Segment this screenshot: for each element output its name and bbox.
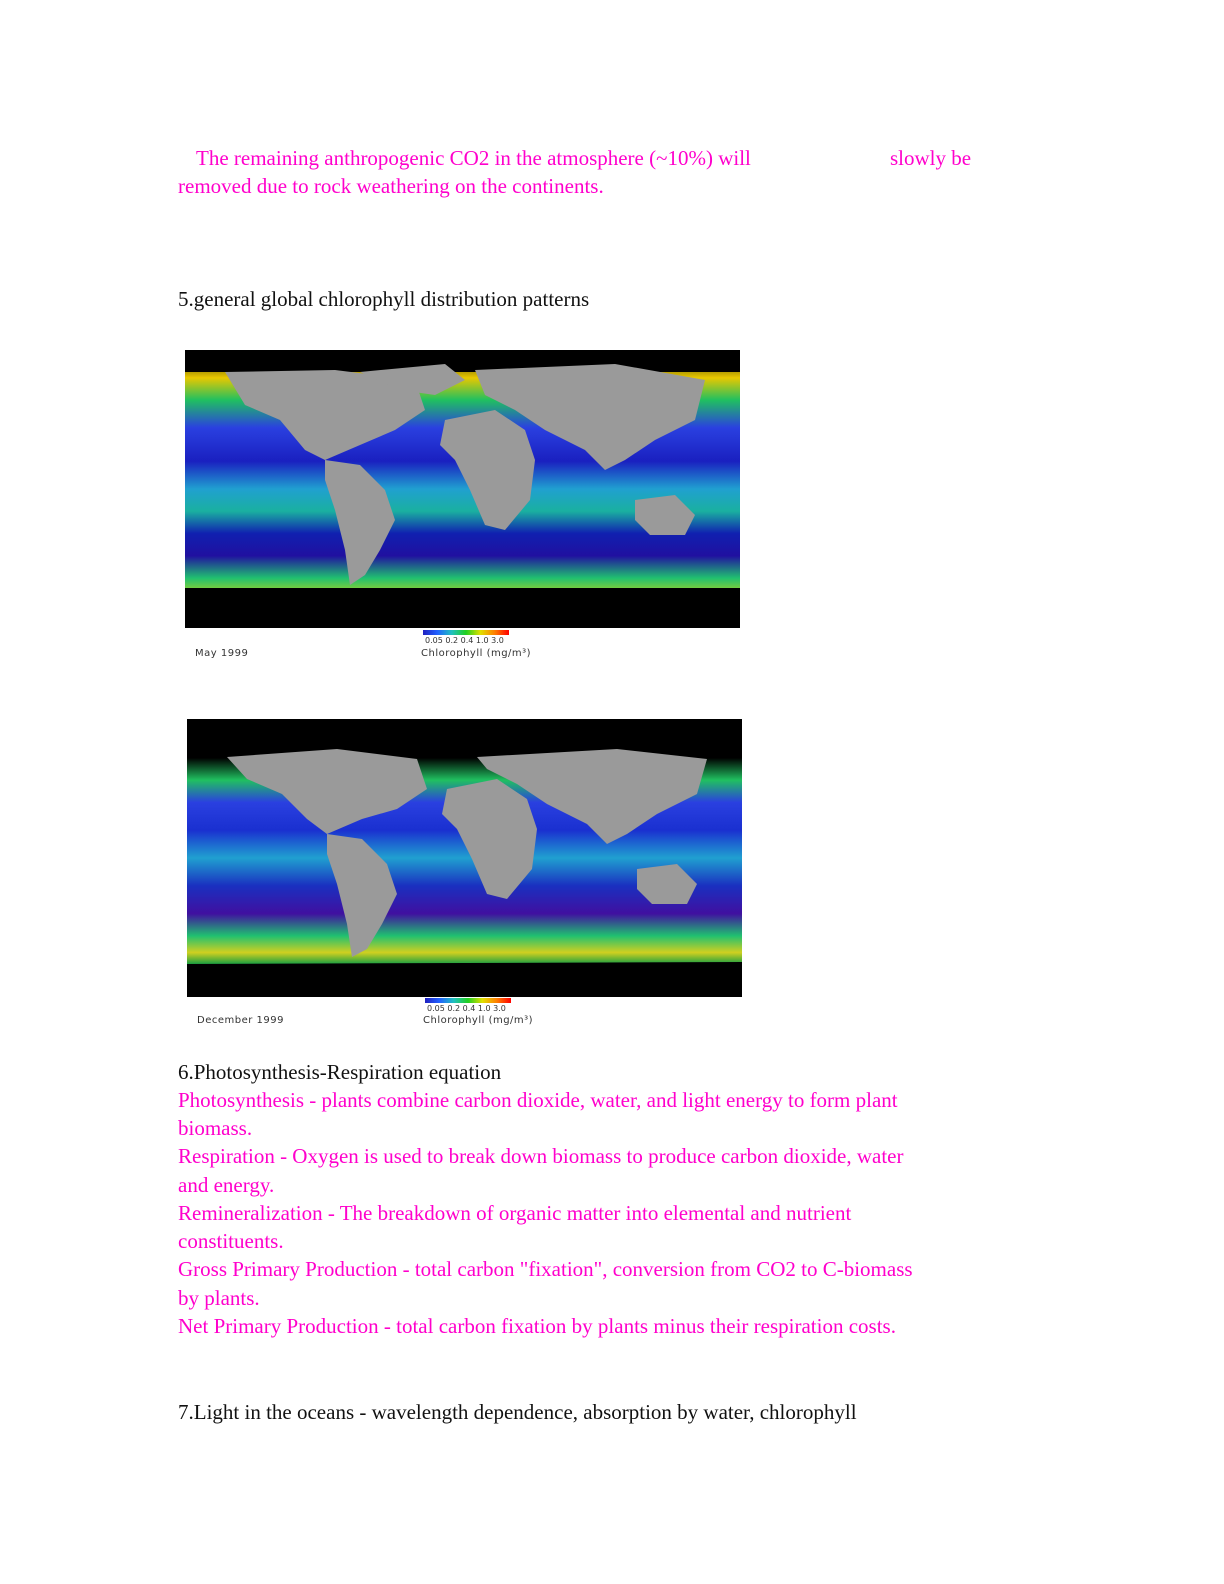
section-6-line-8: by plants. — [178, 1286, 260, 1310]
section-6-line-3: Respiration - Oxygen is used to break down biomass to produce carbon dioxide, water — [178, 1144, 904, 1168]
section-6-line-7: Gross Primary Production - total carbon "fixation", conversion from CO2 to C-biomass — [178, 1257, 913, 1281]
world-map-image-may — [185, 350, 740, 628]
colorbar-ticks-december: 0.05 0.2 0.4 1.0 3.0 — [427, 1004, 506, 1013]
intro-line-2: removed due to rock weathering on the continents. — [178, 174, 604, 198]
intro-line-1b: slowly be — [890, 146, 972, 170]
colorbar-december — [425, 998, 511, 1003]
intro-line-1a: The remaining anthropogenic CO2 in the atmosphere (~10%) will — [196, 146, 751, 170]
section-7-heading: 7.Light in the oceans - wavelength dependence, absorption by water, chlorophyll — [178, 1400, 857, 1424]
colorbar-may — [423, 630, 509, 635]
section-6-line-9: Net Primary Production - total carbon fixation by plants minus their respiration costs. — [178, 1314, 896, 1338]
map-date-december: December 1999 — [197, 1015, 284, 1026]
colorbar-ticks-may: 0.05 0.2 0.4 1.0 3.0 — [425, 636, 504, 645]
section-5-heading: 5.general global chlorophyll distribution patterns — [178, 287, 590, 311]
section-6-line-4: and energy. — [178, 1173, 275, 1197]
colorbar-label-december: Chlorophyll (mg/m³) — [423, 1015, 534, 1026]
section-6-heading: 6.Photosynthesis-Respiration equation — [178, 1060, 502, 1084]
chlorophyll-map-may — [185, 350, 740, 662]
section-6-line-6: constituents. — [178, 1229, 284, 1253]
section-6-line-2: biomass. — [178, 1116, 253, 1140]
chlorophyll-map-december — [187, 719, 742, 1031]
world-map-image-december — [187, 719, 742, 997]
section-6-line-5: Remineralization - The breakdown of organic matter into elemental and nutrient — [178, 1201, 852, 1225]
colorbar-label-may: Chlorophyll (mg/m³) — [421, 648, 532, 659]
map-date-may: May 1999 — [195, 648, 249, 659]
section-6-line-1: Photosynthesis - plants combine carbon dioxide, water, and light energy to form plant — [178, 1088, 898, 1112]
